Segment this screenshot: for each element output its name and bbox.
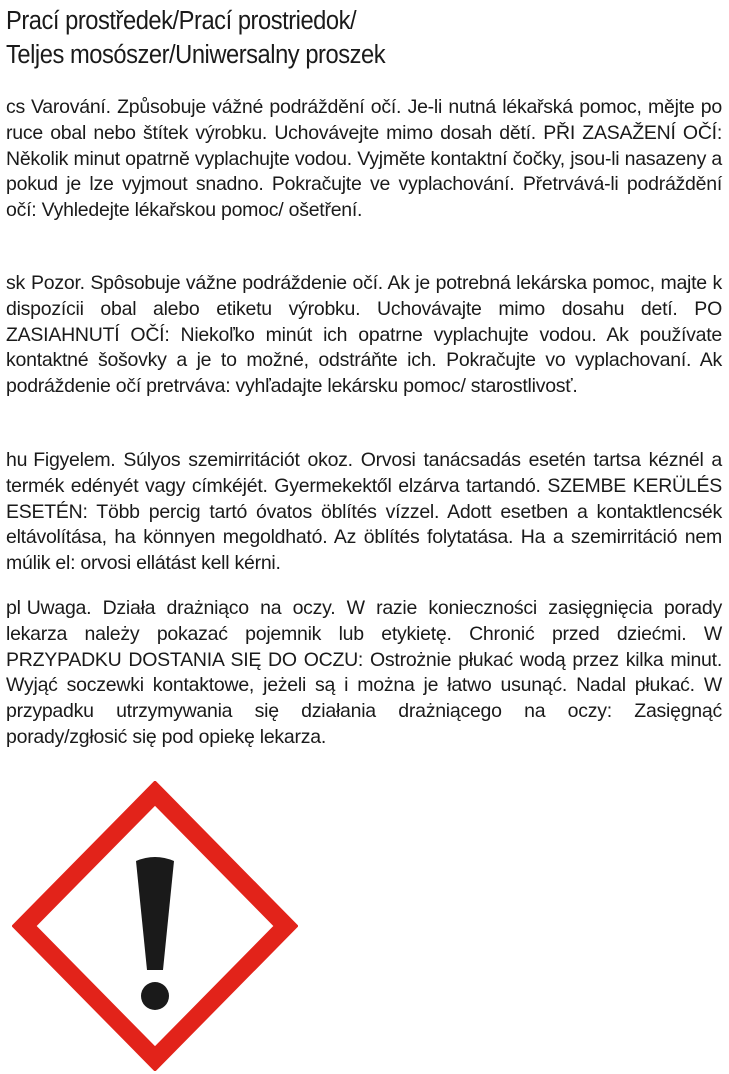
- language-code: pl: [6, 597, 21, 619]
- language-code: sk: [6, 272, 25, 294]
- warning-paragraph-sk: [6, 271, 722, 400]
- product-title: [6, 4, 676, 72]
- warning-paragraph-pl: [6, 596, 722, 751]
- warning-paragraph-cs: [6, 95, 722, 224]
- exclamation-dot: [141, 982, 169, 1010]
- warning-paragraph-hu: [6, 448, 722, 577]
- ghs07-exclamation-mark-icon: [12, 781, 298, 1071]
- warning-text: Uwaga. Działa drażniąco na oczy. W razie konieczności zasięgnięcia porady lekarza należy pokazać pojemnik lub etykietę. Chronić przed dziećmi. W PRZYPADKU DOSTANIA SIĘ DO OCZU: Ostrożnie płukać wodą przez kilka minut. Wyjąć soczewki kontaktowe, jeżeli są i można je łatwo usunąć. Nadal płukać. W przypadku utrzymywania się działania drażniącego na oczy: Zasięgnąć porady/zgłosić się pod opiekę lekarza.: [6, 597, 722, 748]
- language-code: hu: [6, 449, 28, 471]
- warning-text: Varování. Způsobuje vážné podráždění očí. Je-li nutná lékařská pomoc, mějte po ruce obal nebo štítek výrobku. Uchovávejte mimo dosah dětí. PŘI ZASAŽENÍ OČÍ: Několik minut opatrně vyplachujte vodou. Vyjměte kontaktní čočky, jsou-li nasazeny a pokud je lze vyjmout snadno. Pokračujte ve vyplachování. Přetrvává-li podráždění očí: Vyhledejte lékařskou pomoc/ ošetření.: [6, 96, 722, 222]
- language-code: cs: [6, 96, 25, 118]
- product-title-line-1: Prací prostředek/Prací prostriedok/: [6, 7, 357, 35]
- warning-text: Figyelem. Súlyos szemirritációt okoz. Orvosi tanácsadás esetén tartsa kéznél a termék edényét vagy címkéjét. Gyermekektől elzárva tartandó. SZEMBE KERÜLÉS ESETÉN: Több percig tartó óvatos öblítés vízzel. Adott esetben a kontaktlencsék eltávolítása, ha könnyen megoldható. Az öblítés folytatása. Ha a szemirritáció nem múlik el: orvosi ellátást kell kérni.: [6, 449, 722, 575]
- product-title-line-2: Teljes mosószer/Uniwersalny proszek: [6, 41, 386, 69]
- warning-text: Pozor. Spôsobuje vážne podráždenie očí. Ak je potrebná lekárska pomoc, majte k dispozícii obal alebo etiketu výrobku. Uchovávajte mimo dosahu detí. PO ZASIAHNUTÍ OČÍ: Niekoľko minút ich opatrne vyplachujte vodou. Ak používate kontaktné šošovky a je to možné, odstráňte ich. Pokračujte vo vyplachovaní. Ak podráždenie očí pretrváva: vyhľadajte lekársku pomoc/ starostlivosť.: [6, 272, 722, 398]
